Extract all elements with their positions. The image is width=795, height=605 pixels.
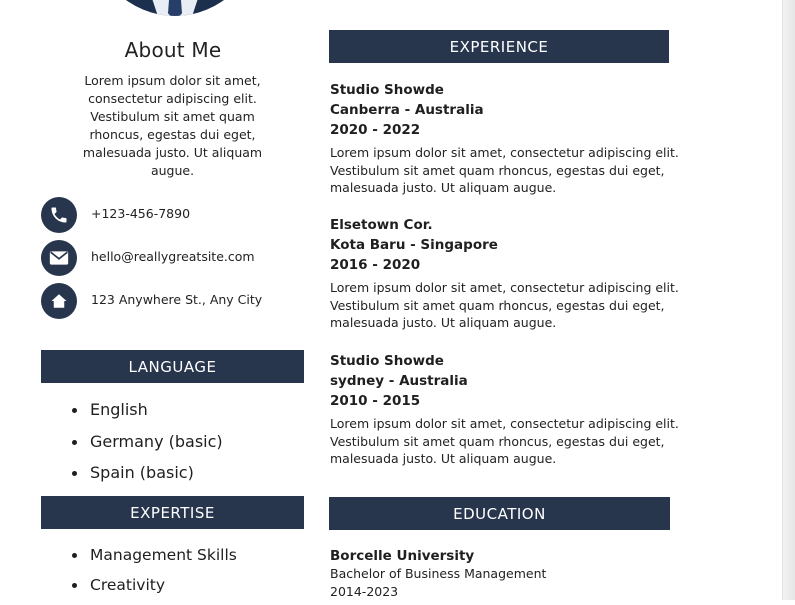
education-years: 2014-2023 [330, 584, 399, 599]
expertise-header: EXPERTISE [41, 496, 304, 529]
contact-address: 123 Anywhere St., Any City [91, 292, 263, 307]
photo-tie [168, 0, 182, 16]
home-icon [41, 283, 77, 319]
job-years: 2016 - 2020 [330, 257, 421, 273]
about-text: Lorem ipsum dolor sit amet, consectetur adipiscing elit. Vestibulum sit amet quam rhoncus, egestas dui eget, malesuada justo. Ut aliquam augue. [82, 73, 263, 178]
job-years: 2010 - 2015 [330, 393, 421, 409]
contact-email: hello@reallygreatsite.com [91, 249, 255, 264]
job-description: Lorem ipsum dolor sit amet, consectetur adipiscing elit. Vestibulum sit amet quam rhoncus, egestas dui eget, malesuada justo. Ut aliquam augue. [330, 416, 679, 466]
envelope-icon [41, 240, 77, 276]
education-school: Borcelle University [330, 548, 475, 564]
profile-photo [92, 0, 258, 16]
job-company: Studio Showde [330, 353, 444, 369]
job-company: Elsetown Cor. [330, 217, 433, 233]
contact-phone: +123-456-7890 [91, 206, 191, 221]
language-list [70, 400, 223, 495]
experience-entry-2 [330, 215, 710, 332]
language-header: LANGUAGE [41, 350, 304, 383]
job-location: Kota Baru - Singapore [330, 237, 498, 253]
experience-entry-3 [330, 351, 710, 468]
education-header: EDUCATION [329, 497, 670, 530]
education-degree: Bachelor of Business Management [330, 566, 547, 581]
page-gutter [782, 0, 795, 600]
language-item: Germany (basic) [70, 432, 223, 464]
expertise-item: Creativity [70, 575, 237, 605]
experience-header: EXPERIENCE [329, 30, 669, 63]
language-item: Spain (basic) [70, 463, 223, 495]
education-entry [330, 547, 710, 601]
experience-entry-1 [330, 80, 710, 197]
job-location: Canberra - Australia [330, 102, 484, 118]
job-description: Lorem ipsum dolor sit amet, consectetur adipiscing elit. Vestibulum sit amet quam rhoncus, egestas dui eget, malesuada justo. Ut aliquam augue. [330, 145, 679, 195]
language-item: English [70, 400, 223, 432]
job-years: 2020 - 2022 [330, 122, 421, 138]
job-location: sydney - Australia [330, 373, 468, 389]
about-title: About Me [124, 38, 222, 62]
job-company: Studio Showde [330, 82, 444, 98]
expertise-list [70, 545, 237, 605]
expertise-item: Management Skills [70, 545, 237, 575]
phone-icon [41, 197, 77, 233]
job-description: Lorem ipsum dolor sit amet, consectetur adipiscing elit. Vestibulum sit amet quam rhoncus, egestas dui eget, malesuada justo. Ut aliquam augue. [330, 280, 679, 330]
